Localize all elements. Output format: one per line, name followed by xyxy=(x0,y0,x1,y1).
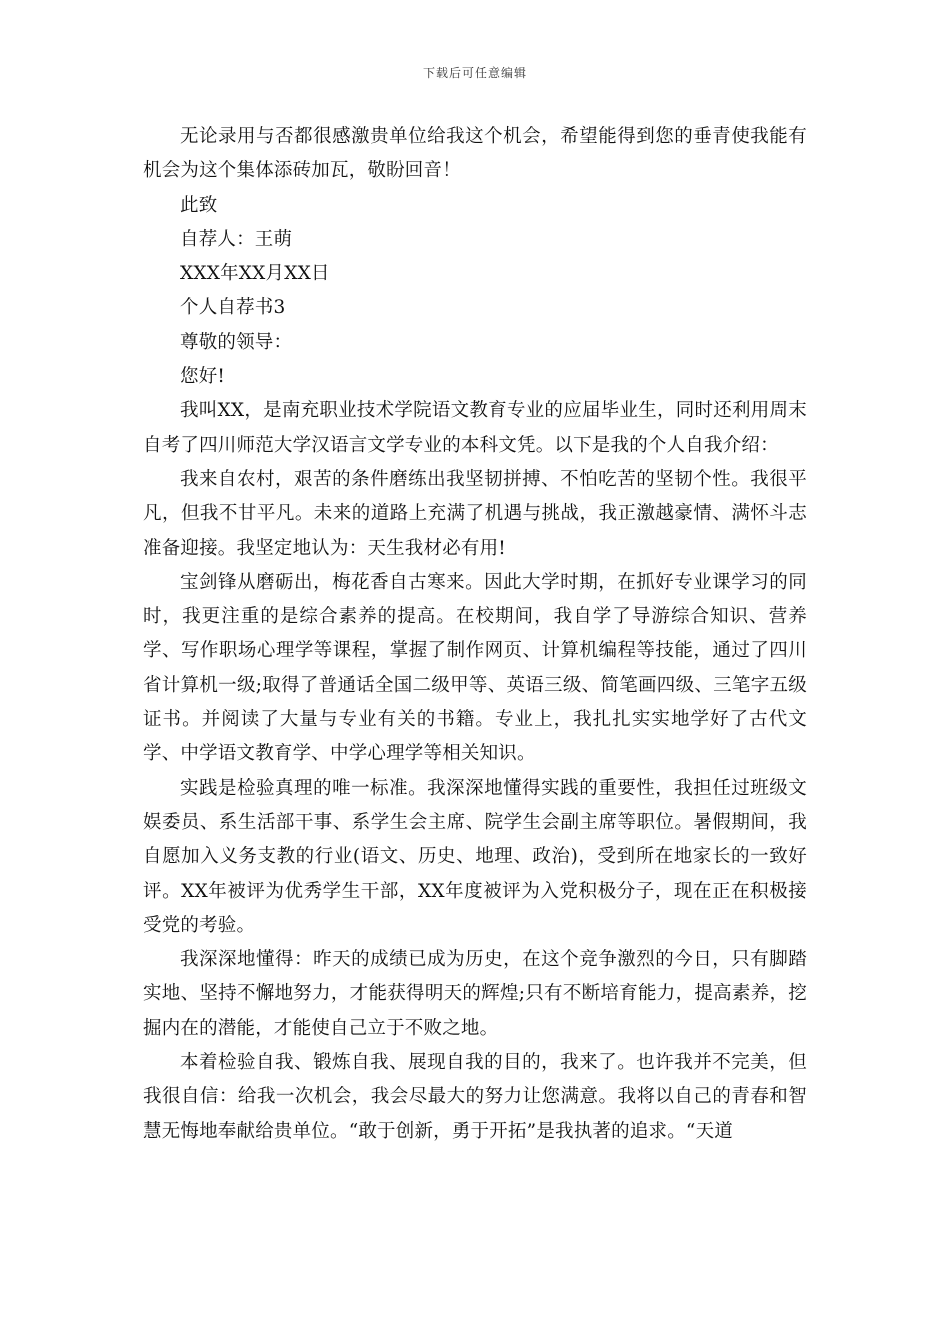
paragraph-closing-thanks: 无论录用与否都很感激贵单位给我这个机会，希望能得到您的垂青使我能有机会为这个集体添砖加瓦，敬盼回音！ xyxy=(143,126,807,182)
paragraph-hello: 您好! xyxy=(180,366,226,388)
paragraph-date: XXX年XX月XX日 xyxy=(180,263,330,285)
document-body xyxy=(143,120,807,1149)
paragraph-background: 我来自农村，艰苦的条件磨练出我坚韧拼搏、不怕吃苦的坚韧个性。我很平凡，但我不甘平凡。未来的道路上充满了机遇与挑战，我正激越豪情、满怀斗志准备迎接。我坚定地认为：天生我材必有用! xyxy=(143,468,807,559)
paragraph-education: 宝剑锋从磨砺出，梅花香自古寒来。因此大学时期，在抓好专业课学习的同时，我更注重的是综合素养的提高。在校期间，我自学了导游综合知识、营养学、写作职场心理学等课程，掌握了制作网页、计算机编程等技能，通过了四川省计算机一级;取得了普通话全国二级甲等、英语三级、简笔画四级、三笔字五级证书。并阅读了大量与专业有关的书籍。专业上，我扎扎实实地学好了古代文学、中学语文教育学、中学心理学等相关知识。 xyxy=(143,571,807,765)
download-note: 下载后可任意编辑 xyxy=(422,66,527,80)
paragraph-practice: 实践是检验真理的唯一标准。我深深地懂得实践的重要性，我担任过班级文娱委员、系生活部干事、系学生会主席、院学生会副主席等职位。暑假期间，我自愿加入义务支教的行业(语文、历史、地理、政治)，受到所在地家长的一致好评。XX年被评为优秀学生干部，XX年度被评为入党积极分子，现在正在积极接受党的考验。 xyxy=(143,777,807,936)
paragraph-greeting: 尊敬的领导： xyxy=(180,331,293,353)
section-title: 个人自荐书3 xyxy=(180,297,286,319)
paragraph-understanding: 我深深地懂得：昨天的成绩已成为历史，在这个竞争激烈的今日，只有脚踏实地、坚持不懈地努力，才能获得明天的辉煌;只有不断培育能力，提高素养，挖掘内在的潜能，才能使自己立于不败之地。 xyxy=(143,949,807,1039)
paragraph-motivation: 本着检验自我、锻炼自我、展现自我的目的，我来了。也许我并不完美，但我很自信：给我一次机会，我会尽最大的努力让您满意。我将以自己的青春和智慧无悔地奉献给贵单位。“敢于创新，勇于开拓”是我执著的追求。“天道 xyxy=(143,1052,807,1142)
paragraph-signature: 自荐人：王萌 xyxy=(180,228,293,250)
paragraph-intro: 我叫XX，是南充职业技术学院语文教育专业的应届毕业生，同时还利用周末自考了四川师范大学汉语言文学专业的本科文凭。以下是我的个人自我介绍： xyxy=(143,400,807,456)
paragraph-salutation-close: 此致 xyxy=(180,194,218,216)
